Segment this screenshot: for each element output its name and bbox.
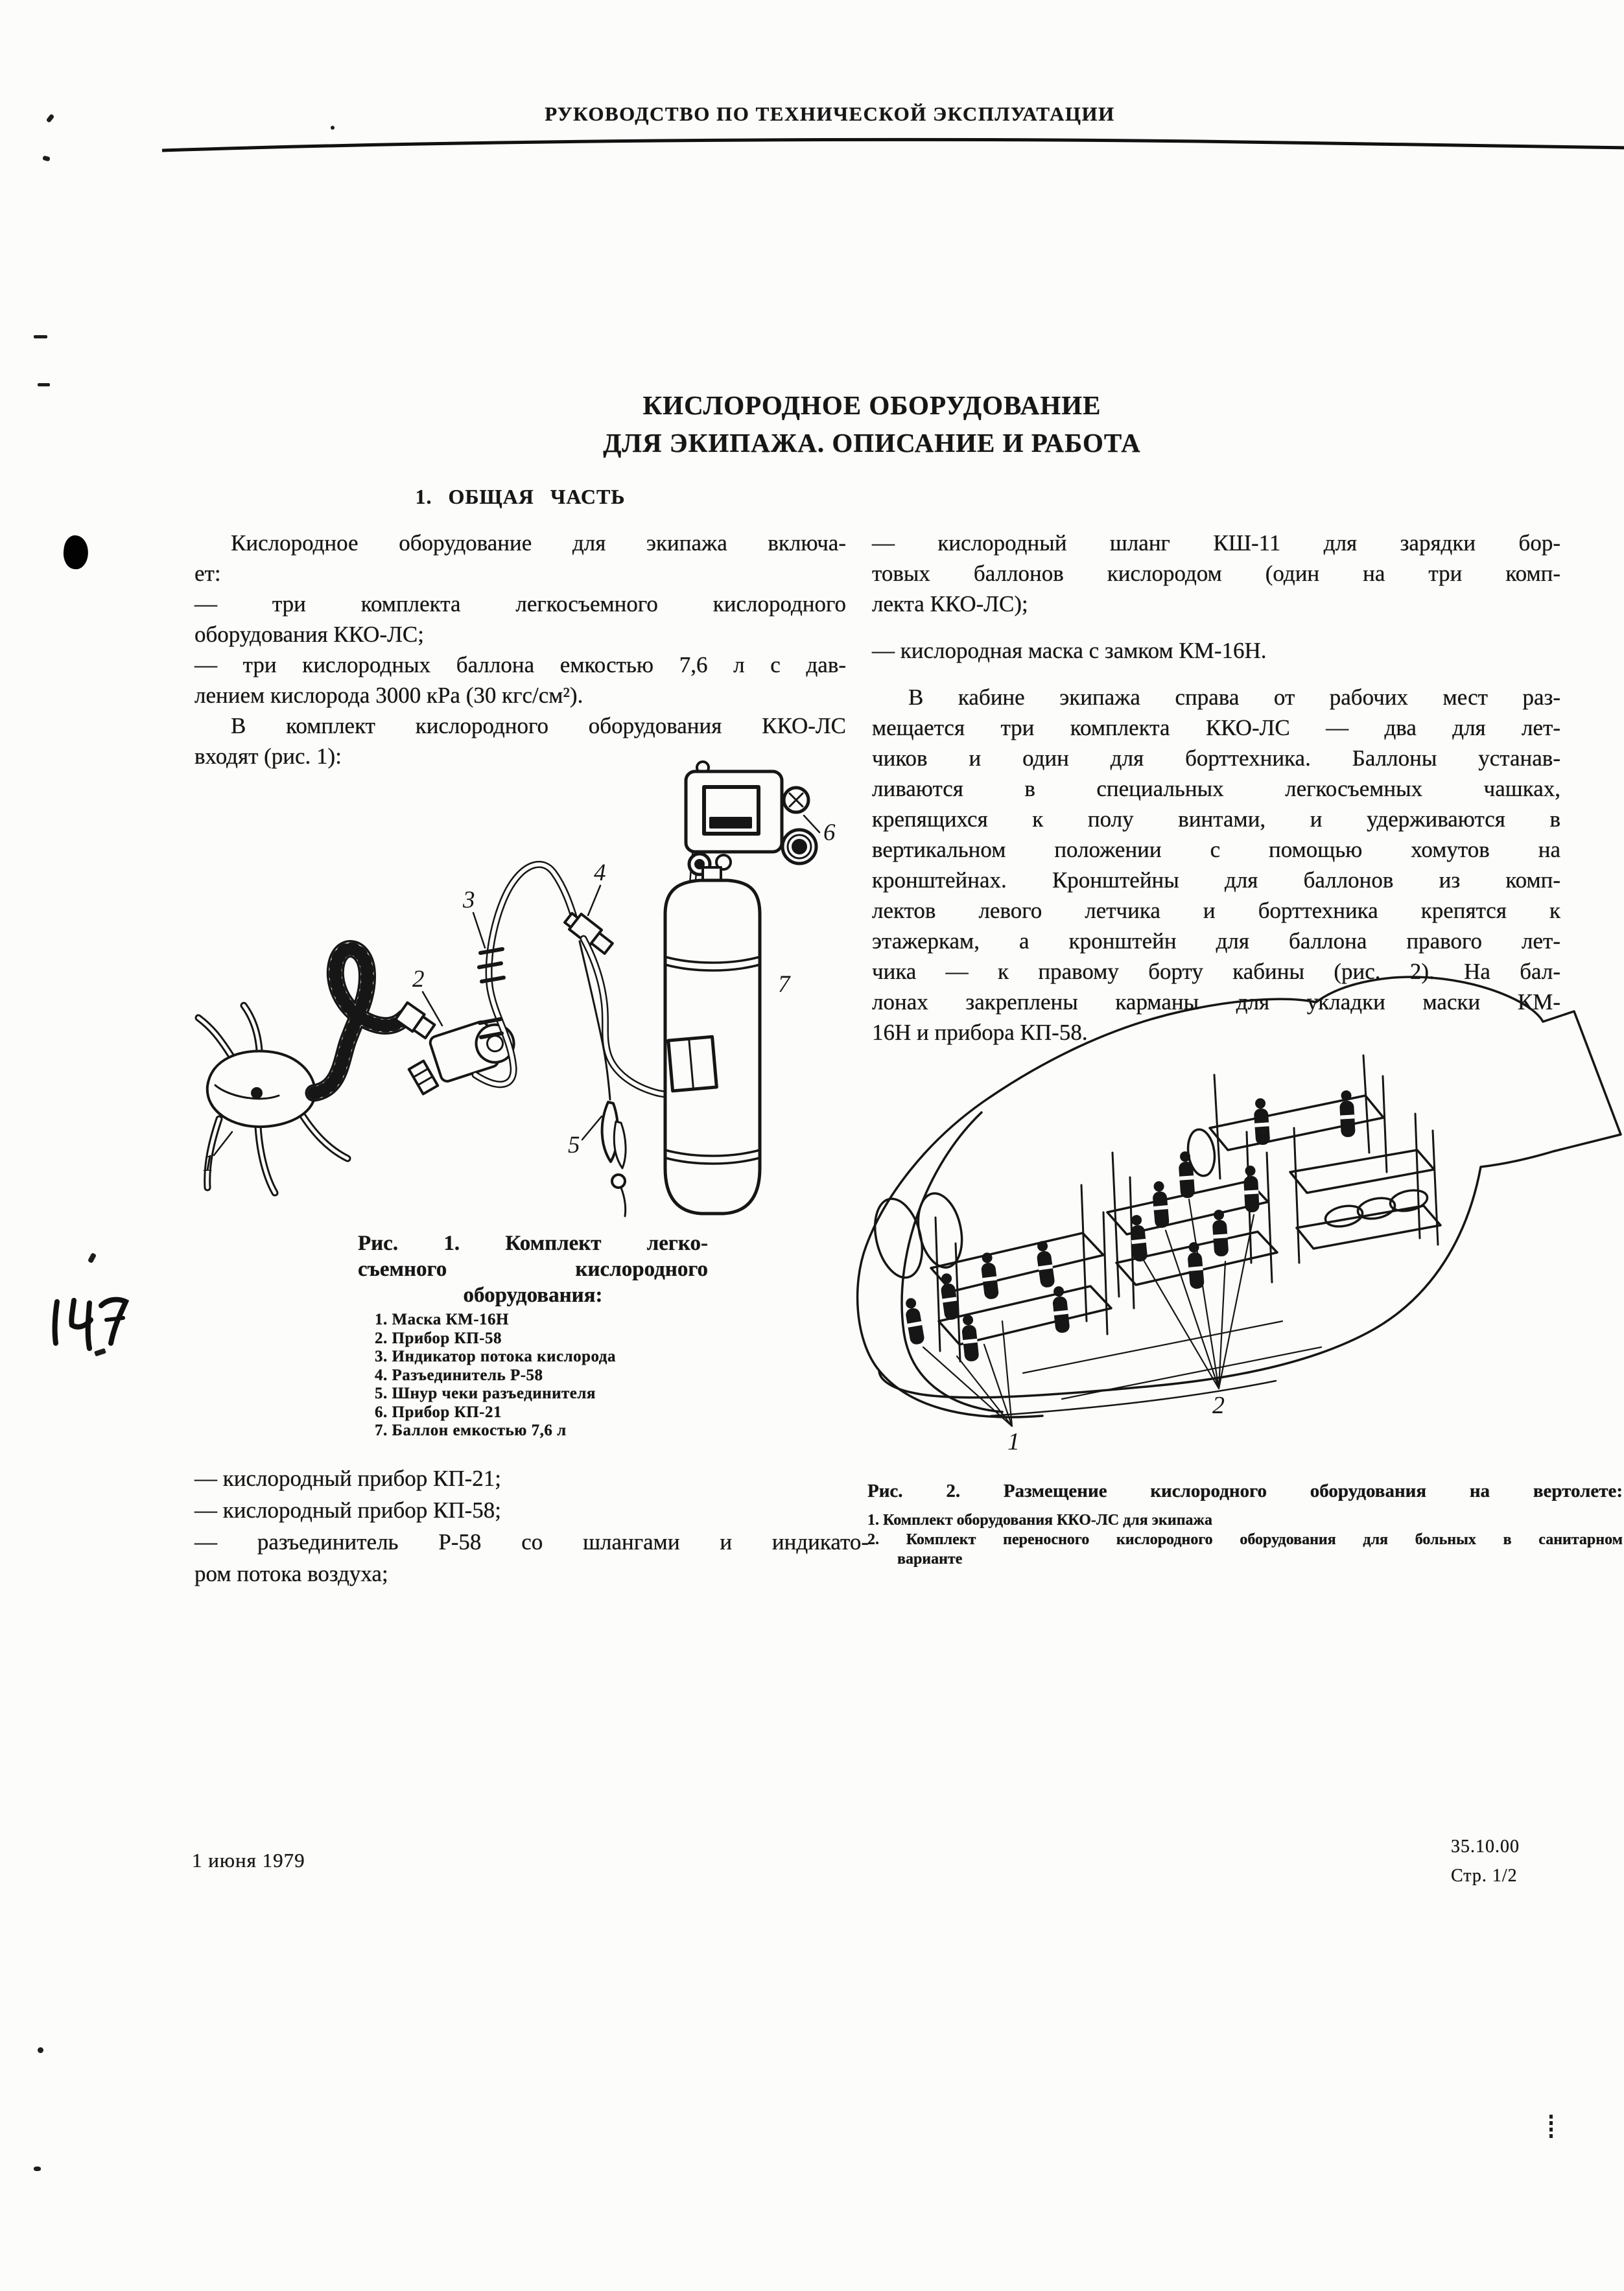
- scan-speck: [38, 383, 50, 386]
- scan-speck: [331, 126, 335, 130]
- scan-speck: [1549, 2115, 1553, 2138]
- figure1-legend-item: 6. Прибор КП-21: [375, 1403, 502, 1421]
- figure1-legend-item: 3. Индикатор потока кислорода: [375, 1348, 616, 1365]
- body-column-left: [194, 528, 846, 771]
- body-list-after-figure1: [194, 1463, 869, 1590]
- scan-speck: [42, 156, 50, 162]
- page-number: Стр. 1/2: [1451, 1866, 1518, 1886]
- figure2-callout-2: 2: [1212, 1392, 1225, 1419]
- figure1-caption: [358, 1230, 708, 1308]
- figure2-callout-1: 1: [1007, 1428, 1020, 1455]
- figure1-callout-5: 5: [568, 1132, 580, 1158]
- figure2-legend-line: 2. Комплект переносного кислородного оборудования для больных в санитарном: [867, 1531, 1623, 1548]
- scan-speck: [88, 1252, 97, 1263]
- figure1-callout-4: 4: [594, 860, 606, 886]
- figure2-legend: [867, 1510, 1623, 1569]
- body-line: этажеркам, а кронштейн для баллона правого лет-: [872, 928, 1560, 954]
- body-line: мещается три комплекта ККО-ЛС — два для лет-: [872, 715, 1560, 740]
- body-line: В комплект кислородного оборудования ККО-ЛС: [231, 713, 846, 738]
- body-line: — кислородный прибор КП-58;: [194, 1498, 502, 1523]
- body-line: лекта ККО-ЛС);: [872, 591, 1028, 617]
- figure1-legend-item: 4. Разъединитель Р-58: [375, 1366, 543, 1384]
- body-line: лектов левого летчика и борттехника крепятся к: [872, 898, 1560, 923]
- figure1-legend-item: 7. Баллон емкостью 7,6 л: [375, 1422, 567, 1439]
- figure2-illustration: [829, 958, 1624, 1472]
- ink-blot: [62, 534, 89, 570]
- page-title-line2: ДЛЯ ЭКИПАЖА. ОПИСАНИЕ И РАБОТА: [603, 428, 1141, 458]
- figure1-caption-line: съемного кислородного: [358, 1258, 708, 1281]
- section-heading: 1. ОБЩАЯ ЧАСТЬ: [415, 485, 626, 508]
- body-line: вертикальном положении с помощью хомутов на: [872, 837, 1560, 862]
- body-line: — три кислородных баллона емкостью 7,6 л с дав-: [194, 652, 846, 677]
- footer-reference: [1451, 1832, 1561, 1890]
- figure1-callout-1: 1: [202, 1150, 215, 1177]
- figure1-callout-3: 3: [463, 887, 475, 913]
- body-line: входят (рис. 1):: [194, 744, 342, 769]
- figure2-legend-line: 1. Комплект оборудования ККО-ЛС для экипажа: [867, 1512, 1212, 1529]
- body-line: чика — к правому борту кабины (рис. 2). На бал-: [872, 959, 1560, 984]
- body-line: — три комплекта легкосъемного кислородного: [194, 591, 846, 617]
- figure1-callout-2: 2: [412, 966, 425, 993]
- body-line: 16Н и прибора КП-58.: [872, 1020, 1088, 1045]
- figure2-legend-line: варианте: [897, 1551, 963, 1568]
- figure2-caption: Рис. 2. Размещение кислородного оборудования на вертолете:: [867, 1481, 1623, 1501]
- figure1-caption-line: Рис. 1. Комплект легко-: [358, 1232, 708, 1255]
- footer-date: 1 июня 1979: [192, 1849, 305, 1872]
- body-line: чиков и один для борттехника. Баллоны устанав-: [872, 746, 1560, 771]
- figure1-legend: [375, 1311, 790, 1440]
- figure1-callout-6: 6: [823, 819, 836, 846]
- body-line: ром потока воздуха;: [194, 1561, 388, 1586]
- doc-code: 35.10.00: [1451, 1837, 1520, 1857]
- body-line: товых баллонов кислородом (один на три комп-: [872, 561, 1560, 586]
- scan-speck: [38, 2047, 43, 2053]
- body-line: оборудования ККО-ЛС;: [194, 622, 424, 647]
- body-line: В кабине экипажа справа от рабочих мест раз-: [908, 685, 1560, 710]
- body-line: Кислородное оборудование для экипажа включа-: [231, 530, 846, 556]
- scan-speck: [34, 2167, 41, 2171]
- figure1-legend-item: 5. Шнур чеки разъединителя: [375, 1385, 596, 1402]
- body-line: — кислородная маска с замком КМ-16Н.: [872, 638, 1267, 663]
- body-line: кронштейнах. Кронштейны для баллонов из комп-: [872, 867, 1560, 893]
- scan-speck: [34, 335, 47, 338]
- figure1-caption-line: оборудования:: [463, 1284, 603, 1307]
- figure1-legend-item: 1. Маска КМ-16Н: [375, 1311, 509, 1328]
- running-header: РУКОВОДСТВО ПО ТЕХНИЧЕСКОЙ ЭКСПЛУАТАЦИИ: [545, 102, 1115, 125]
- body-line: лонах закреплены карманы для укладки маски КМ-: [872, 989, 1560, 1015]
- body-line: ливаются в специальных легкосъемных чашках,: [872, 776, 1560, 801]
- figure1-illustration: [180, 758, 862, 1239]
- header-rule: [162, 134, 1624, 156]
- body-line: — разъединитель Р-58 со шлангами и индикато-: [194, 1529, 869, 1555]
- body-line: — кислородный прибор КП-21;: [194, 1466, 502, 1491]
- body-line: крепящихся к полу винтами, и удерживаются в: [872, 806, 1560, 832]
- figure2-oxygen-sets: [903, 1090, 1356, 1361]
- page-title: [515, 386, 1229, 462]
- page-title-line1: КИСЛОРОДНОЕ ОБОРУДОВАНИЕ: [642, 390, 1101, 420]
- body-line: лением кислорода 3000 кРа (30 кгс/см²).: [194, 683, 583, 708]
- figure1-legend-item: 2. Прибор КП-58: [375, 1329, 502, 1347]
- body-line: — кислородный шланг КШ-11 для зарядки бор-: [872, 530, 1560, 556]
- figure1-callout-7: 7: [778, 971, 790, 998]
- body-line: ет:: [194, 561, 221, 586]
- handwritten-page-number: [34, 1284, 137, 1368]
